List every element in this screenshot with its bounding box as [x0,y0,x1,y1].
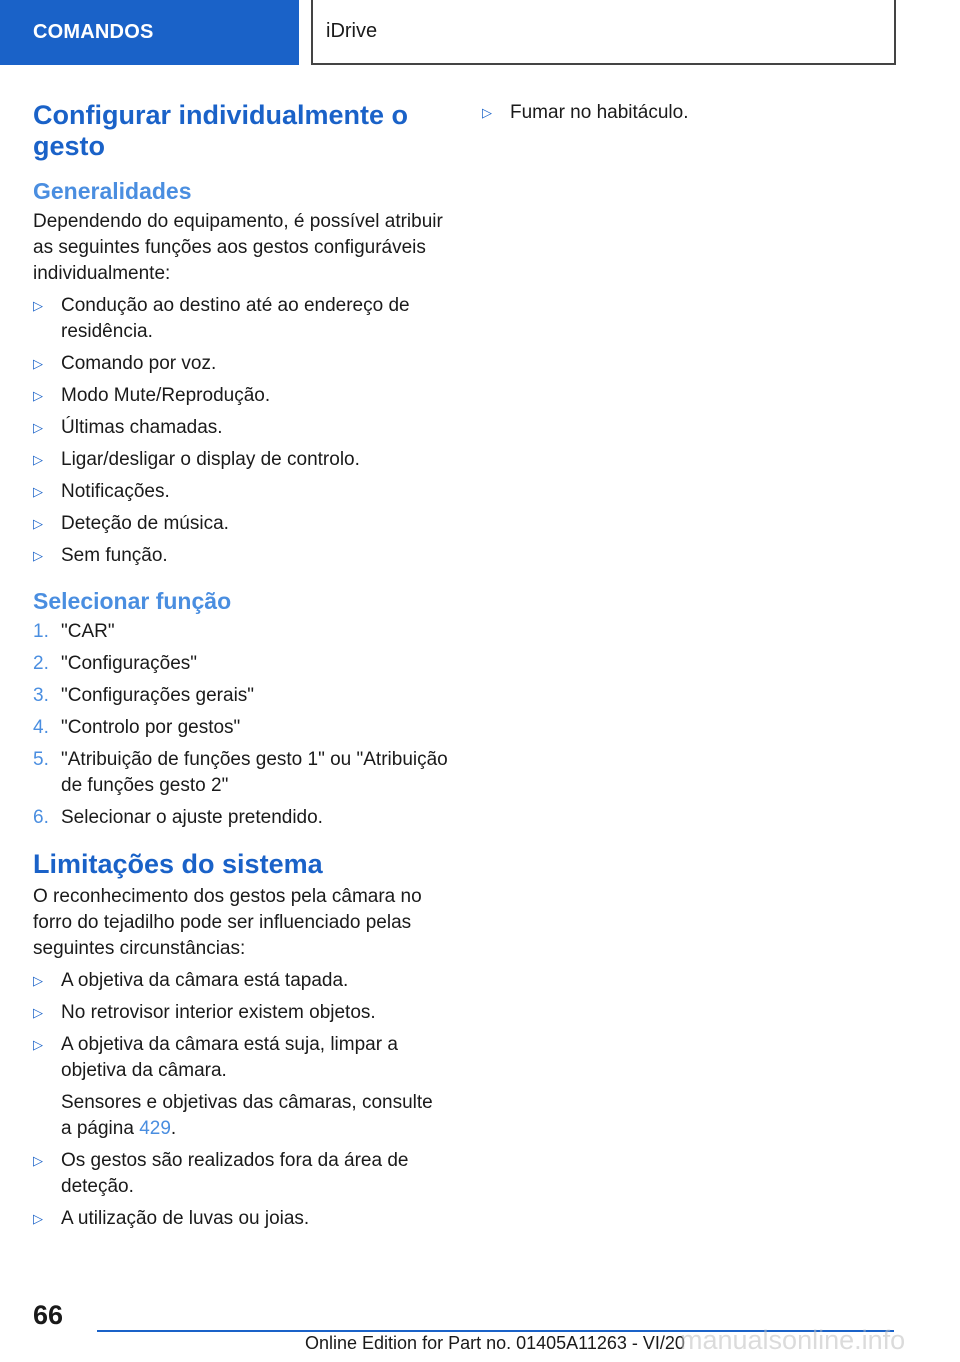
right-column [482,100,902,132]
section-tab [0,0,299,65]
limitacoes-intro: O reconhecimento dos gestos pela câmara no forro do tejadilho pode ser influenciado pelas seguintes circunstâncias: [33,886,422,959]
triangle-bullet-icon: ▷ [33,356,43,371]
edition-text: Online Edition for Part no. 01405A11263 - VI/20 [305,1333,685,1353]
triangle-bullet-icon: ▷ [33,452,43,467]
step-item: 2. "Configurações" [33,651,448,677]
page-link[interactable]: 429 [139,1118,171,1139]
list-item: ▷ Ligar/desligar o display de controlo. [33,447,448,473]
limitations-list [33,968,448,1232]
triangle-bullet-icon: ▷ [33,1005,43,1020]
step-number: 3. [33,685,49,706]
triangle-bullet-icon: ▷ [482,105,492,120]
step-number: 6. [33,807,49,828]
page-title: Configurar individualmente o gesto [33,100,409,161]
triangle-bullet-icon: ▷ [33,516,43,531]
limitacoes-title: Limitações do sistema [33,849,323,879]
step-number: 4. [33,717,49,738]
selecionar-heading: Selecionar função [33,588,232,614]
triangle-bullet-icon: ▷ [33,1211,43,1226]
step-number: 2. [33,653,49,674]
topic-header [311,0,896,65]
steps-list [33,619,448,831]
triangle-bullet-icon: ▷ [33,298,43,313]
generalidades-heading: Generalidades [33,178,192,204]
list-item: ▷ Últimas chamadas. [33,415,448,441]
list-item: ▷ A utilização de luvas ou joias. [33,1206,448,1232]
triangle-bullet-icon: ▷ [33,484,43,499]
list-item: ▷ Deteção de música. [33,511,448,537]
left-column [33,100,448,1238]
step-item: 3. "Configurações gerais" [33,683,448,709]
triangle-bullet-icon: ▷ [33,1037,43,1052]
generalidades-intro: Dependendo do equipamento, é possível atribuir as seguintes funções aos gestos configuráveis individualmente: [33,211,443,284]
list-item: ▷ Notificações. [33,479,448,505]
list-item: ▷ A objetiva da câmara está suja, limpar a objetiva da câmara. Sensores e objetivas das câmaras, consulte a página 429. [33,1032,448,1142]
list-item: ▷ Condução ao destino até ao endereço de residência. [33,295,410,342]
section-label: COMANDOS [33,21,154,43]
cross-reference: Sensores e objetivas das câmaras, consulte a página 429. [61,1092,433,1139]
functions-list [33,293,448,569]
topic-label: iDrive [326,20,378,42]
list-item: ▷ Modo Mute/Reprodução. [33,383,448,409]
triangle-bullet-icon: ▷ [33,548,43,563]
limitations-list-continued [482,100,902,126]
list-item: ▷ Fumar no habitáculo. [482,100,902,126]
list-item: ▷ Comando por voz. [33,351,448,377]
list-item: ▷ Os gestos são realizados fora da área de deteção. [33,1150,409,1197]
triangle-bullet-icon: ▷ [33,973,43,988]
step-item: 4. "Controlo por gestos" [33,715,448,741]
watermark: manualsonline.info [680,1325,906,1355]
triangle-bullet-icon: ▷ [33,1153,43,1168]
triangle-bullet-icon: ▷ [33,388,43,403]
step-number: 5. [33,749,49,770]
list-item: ▷ Sem função. [33,543,448,569]
page-number: 66 [33,1300,64,1330]
list-item: ▷ A objetiva da câmara está tapada. [33,968,448,994]
step-item: 1. "CAR" [33,619,448,645]
step-item: 5. "Atribuição de funções gesto 1" ou "Atribuição de funções gesto 2" [33,749,448,796]
list-item: ▷ No retrovisor interior existem objetos. [33,1000,448,1026]
triangle-bullet-icon: ▷ [33,420,43,435]
step-item: 6. Selecionar o ajuste pretendido. [33,805,448,831]
step-number: 1. [33,621,49,642]
